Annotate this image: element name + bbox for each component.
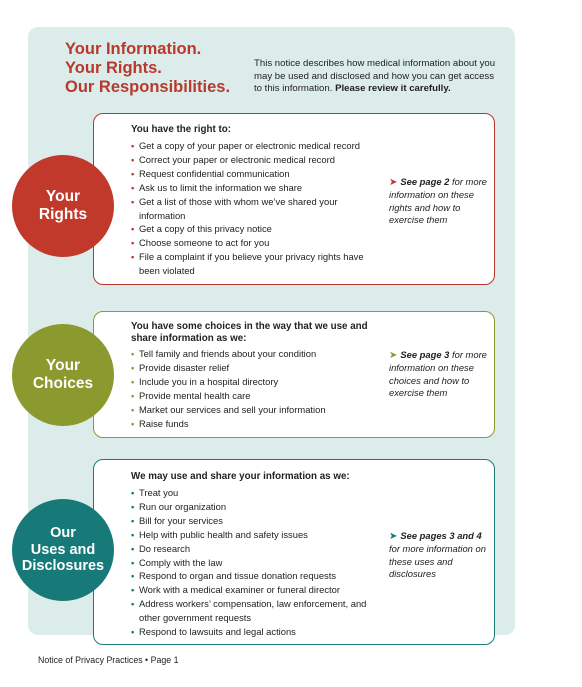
bullet-icon: • [131, 542, 135, 554]
uses-list [131, 486, 381, 639]
list-item-text: Tell family and friends about your condition [139, 348, 317, 359]
list-item-text: Include you in a hospital directory [139, 375, 279, 387]
list-item [131, 250, 381, 278]
rights-heading: You have the right to: [131, 124, 231, 135]
list-item-text: File a complaint if you believe your privacy rights have been violated [139, 251, 364, 277]
list-item [131, 583, 381, 597]
uses-circle-line2: Uses and [30, 541, 96, 558]
bullet-icon: • [131, 389, 135, 401]
bullet-icon: • [131, 487, 135, 498]
rights-circle [12, 155, 114, 257]
choices-list [131, 347, 381, 430]
intro-text [254, 58, 504, 96]
bullet-icon: • [131, 140, 135, 151]
bullet-icon: • [131, 167, 135, 179]
choices-see-page-ref: See page 3 [400, 349, 450, 360]
bullet-icon: • [131, 514, 135, 526]
page-title [65, 40, 245, 97]
bullet-icon: • [131, 528, 135, 540]
choices-circle [12, 324, 114, 426]
list-item [131, 375, 381, 389]
list-item-text: Bill for your services [139, 514, 223, 526]
bullet-icon: • [131, 403, 135, 415]
list-item-text: Run our organization [139, 500, 227, 512]
intro-body: This notice describes how medical information about you may be used and disclosed and how you can get access to this information. [254, 58, 496, 94]
list-item-text: Address workers’ compensation, law enforcement, and other government requests [139, 598, 367, 624]
list-item-text: Raise funds [139, 417, 189, 429]
bullet-icon: • [131, 626, 135, 638]
choices-see-page-text: for more information on these choices and how to exercise them [389, 349, 487, 399]
rights-see-page-text: for more information on these rights and how to exercise them [389, 176, 487, 226]
rights-list [131, 139, 381, 278]
uses-heading: We may use and share your information as we: [131, 471, 350, 482]
title-line-2: Your Rights. [65, 59, 162, 77]
rights-circle-line1: Your [45, 188, 81, 205]
list-item-text: Request confidential communication [139, 167, 290, 179]
bullet-icon: • [131, 361, 135, 373]
list-item [131, 222, 381, 236]
choices-circle-line1: Your [45, 357, 81, 374]
rights-circle-line2: Rights [38, 206, 88, 223]
list-item-text: Respond to organ and tissue donation requests [139, 570, 337, 582]
list-item [131, 153, 381, 167]
list-item [131, 597, 381, 625]
list-item-text: Treat you [139, 487, 179, 498]
bullet-icon: • [131, 195, 135, 207]
list-item [131, 542, 381, 556]
bullet-icon: • [131, 153, 135, 165]
bullet-icon: • [131, 417, 135, 429]
title-line-3: Our Responsibilities. [65, 78, 231, 96]
list-item-text: Market our services and sell your information [139, 403, 326, 415]
list-item-text: Choose someone to act for you [139, 237, 270, 249]
list-item [131, 486, 381, 500]
bullet-icon: • [131, 223, 135, 235]
list-item [131, 514, 381, 528]
list-item [131, 361, 381, 375]
list-item-text: Comply with the law [139, 556, 223, 568]
page-footer: Notice of Privacy Practices • Page 1 [38, 655, 179, 665]
list-item-text: Provide mental health care [139, 389, 251, 401]
bullet-icon: • [131, 570, 135, 582]
list-item [131, 500, 381, 514]
list-item [131, 625, 381, 639]
list-item [131, 195, 381, 223]
list-item-text: Do research [139, 542, 191, 554]
uses-see-page-text: for more information on these uses and disclosures [389, 543, 486, 580]
choices-see-page [389, 349, 494, 400]
list-item-text: Work with a medical examiner or funeral director [139, 584, 340, 596]
list-item-text: Get a list of those with whom we’ve shared your information [139, 195, 338, 221]
list-item [131, 569, 381, 583]
rights-see-page-ref: See page 2 [400, 176, 450, 187]
list-item [131, 236, 381, 250]
list-item [131, 139, 381, 153]
title-line-1: Your Information. [65, 40, 202, 58]
uses-circle [12, 499, 114, 601]
bullet-icon: • [131, 500, 135, 512]
right-arrow-icon: ➤ [389, 177, 398, 188]
uses-see-page [389, 530, 494, 581]
uses-circle-line3: Disclosures [21, 558, 105, 575]
list-item [131, 347, 381, 361]
intro-emphasis: Please review it carefully. [335, 83, 451, 94]
list-item-text: Correct your paper or electronic medical record [139, 153, 335, 165]
list-item [131, 167, 381, 181]
list-item [131, 528, 381, 542]
bullet-icon: • [131, 348, 135, 359]
list-item-text: Help with public health and safety issues [139, 528, 308, 540]
list-item-text: Ask us to limit the information we share [139, 181, 303, 193]
list-item [131, 417, 381, 431]
rights-see-page [389, 176, 494, 227]
list-item-text: Respond to lawsuits and legal actions [139, 626, 296, 638]
list-item [131, 389, 381, 403]
list-item [131, 556, 381, 570]
uses-circle-line1: Our [50, 525, 76, 542]
list-item-text: Get a copy of your paper or electronic medical record [139, 140, 360, 151]
choices-heading: You have some choices in the way that we use and share information as we: [131, 321, 368, 344]
list-item-text: Get a copy of this privacy notice [139, 223, 272, 235]
uses-see-page-ref: See pages 3 and 4 [400, 530, 482, 541]
bullet-icon: • [131, 584, 135, 596]
choices-circle-line2: Choices [32, 375, 94, 392]
bullet-icon: • [131, 598, 135, 610]
bullet-icon: • [131, 181, 135, 193]
bullet-icon: • [131, 556, 135, 568]
right-arrow-icon: ➤ [389, 531, 398, 542]
list-item-text: Provide disaster relief [139, 361, 230, 373]
bullet-icon: • [131, 251, 135, 263]
list-item [131, 181, 381, 195]
list-item [131, 403, 381, 417]
bullet-icon: • [131, 237, 135, 249]
bullet-icon: • [131, 375, 135, 387]
right-arrow-icon: ➤ [389, 350, 398, 361]
